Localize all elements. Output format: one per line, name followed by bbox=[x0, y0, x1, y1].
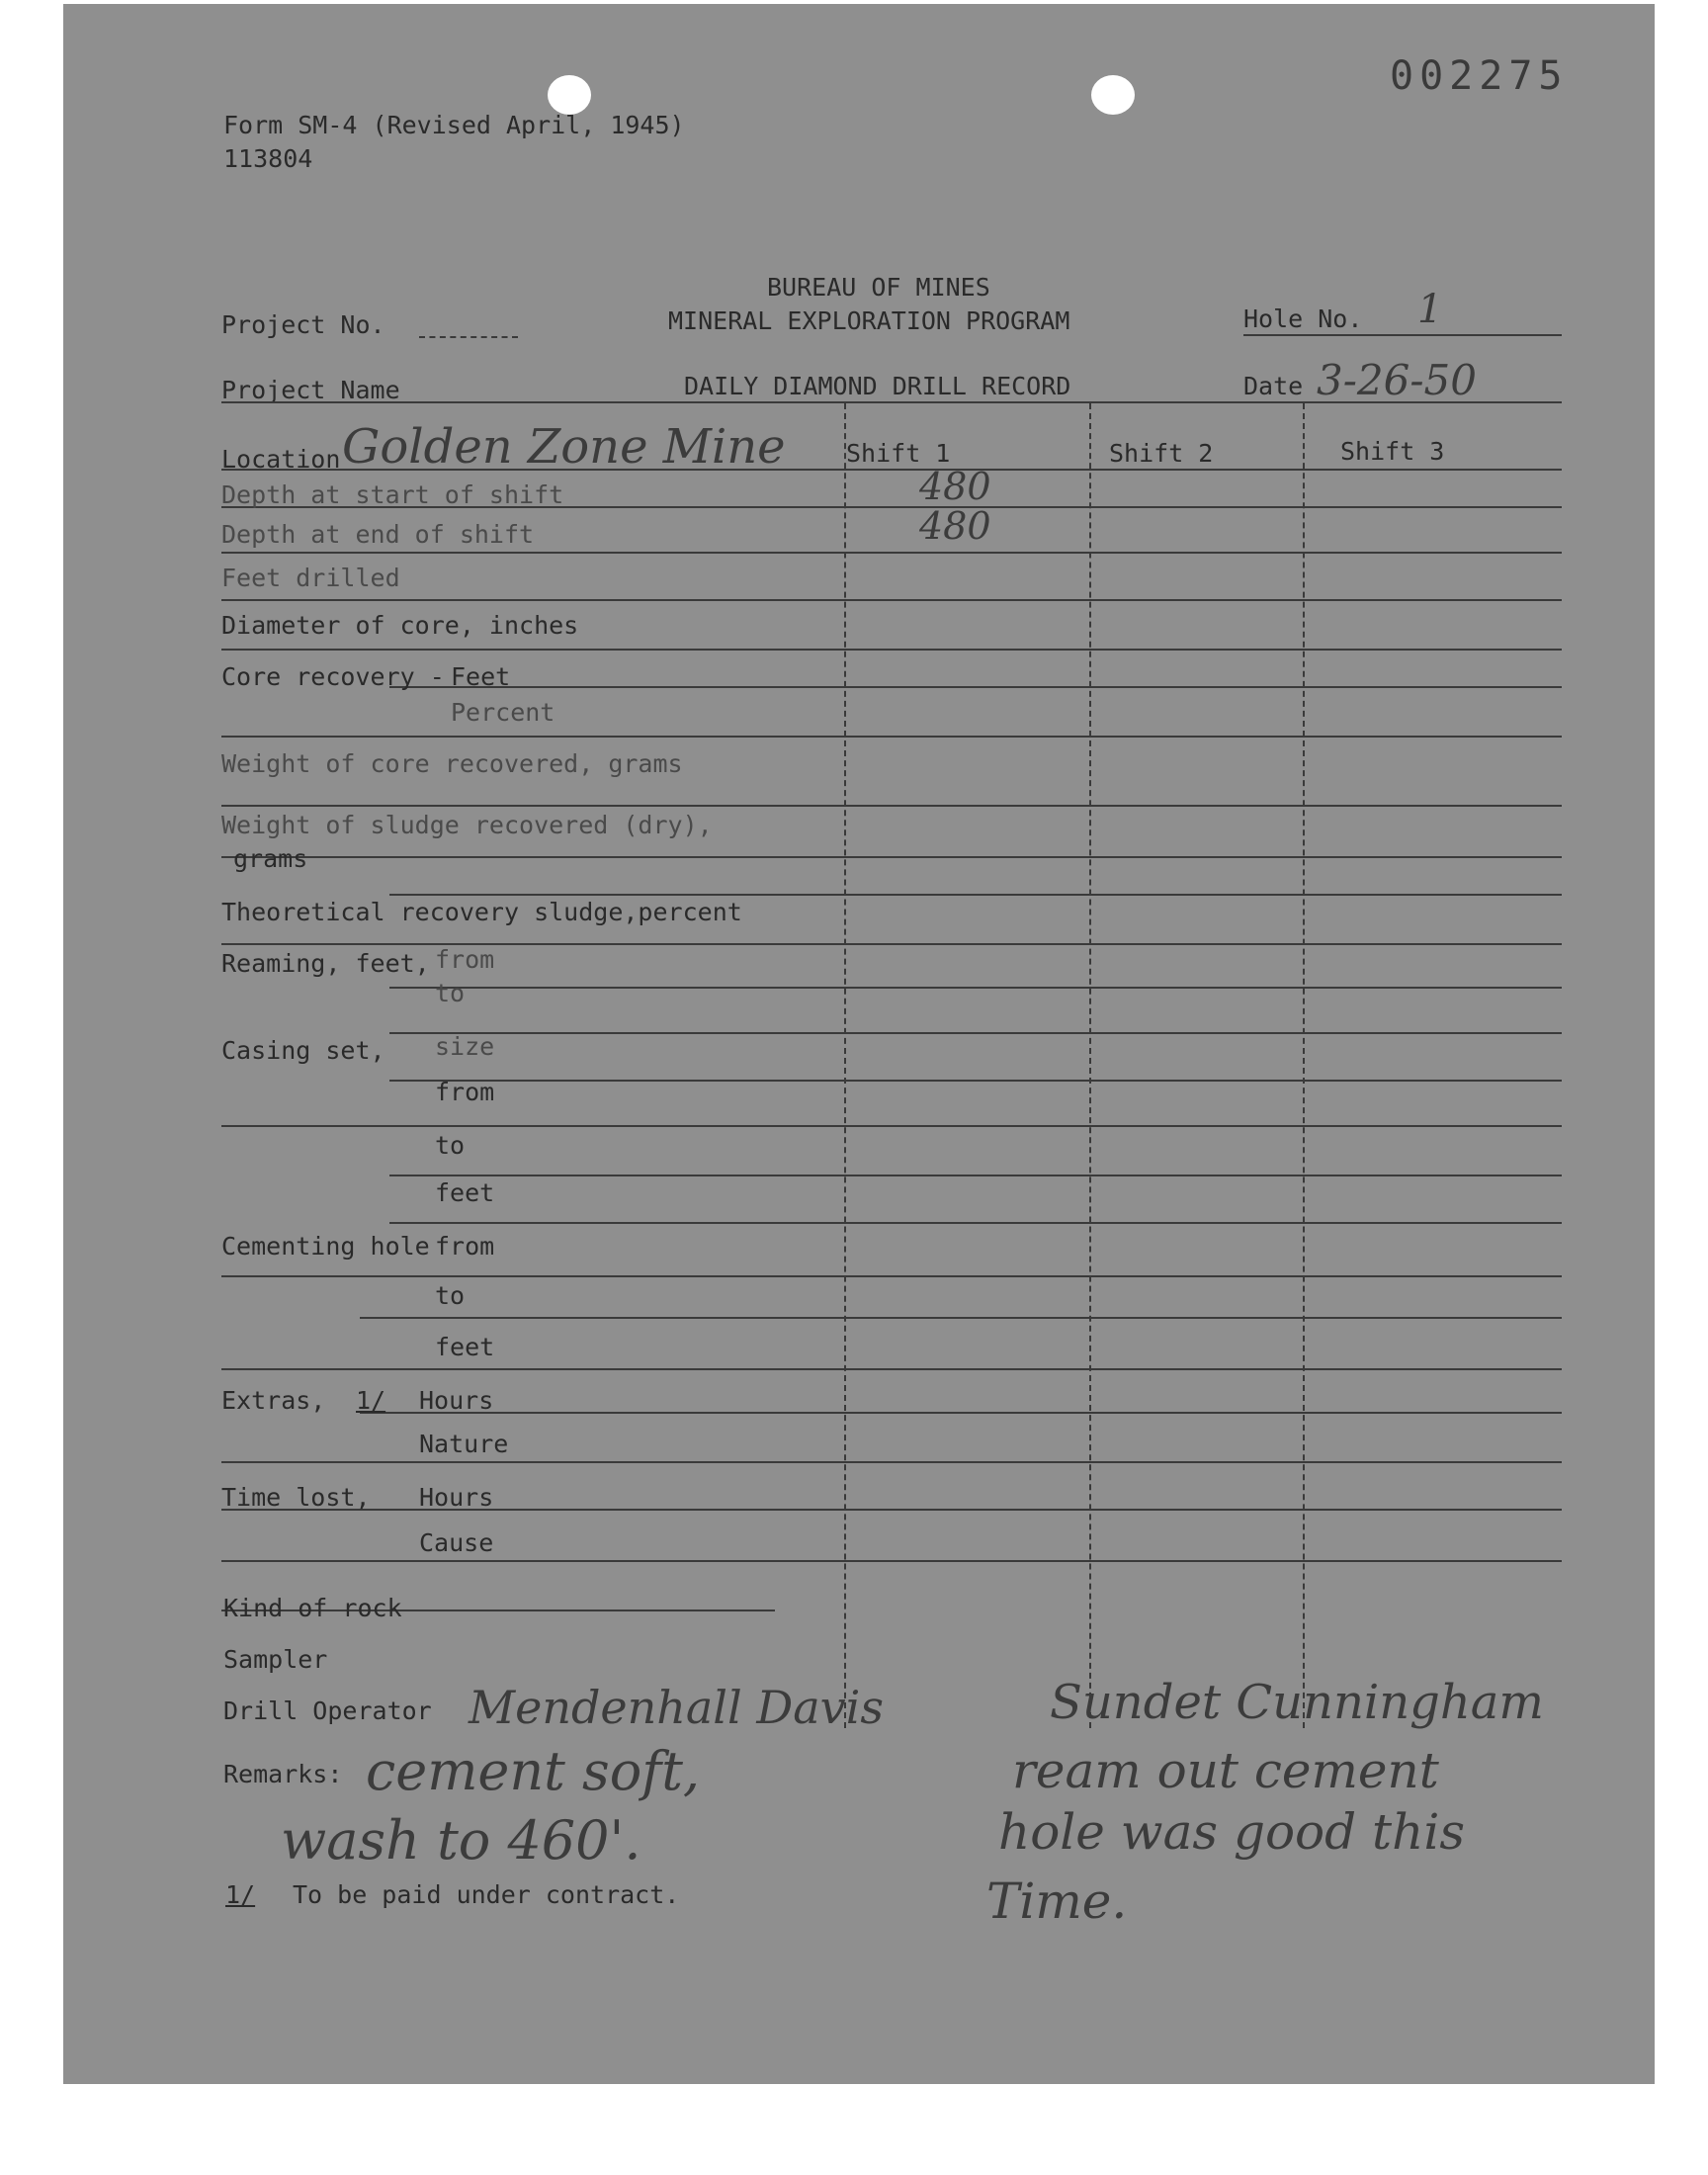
row-rule bbox=[389, 1174, 1562, 1176]
row-rule bbox=[389, 987, 1562, 989]
row-label-theoretical: Theoretical recovery sludge,percent bbox=[221, 898, 742, 926]
row-label-reaming-to: to bbox=[435, 979, 466, 1007]
depth-start-shift-1: 480 bbox=[919, 465, 991, 508]
location-label: Location bbox=[221, 445, 341, 474]
location-value: Golden Zone Mine bbox=[342, 419, 786, 475]
row-rule bbox=[221, 469, 1562, 471]
hole-no-value: 1 bbox=[1417, 287, 1443, 332]
project-no-underline bbox=[419, 336, 518, 338]
row-rule bbox=[360, 1317, 1562, 1319]
drill-operator-shift-1: Mendenhall Davis bbox=[469, 1681, 884, 1734]
row-rule bbox=[221, 552, 1562, 554]
punch-hole-right bbox=[1091, 75, 1135, 115]
row-label-drill-operator: Drill Operator bbox=[223, 1696, 432, 1725]
row-rule bbox=[389, 894, 1562, 896]
row-rule bbox=[221, 1368, 1562, 1370]
row-rule bbox=[221, 736, 1562, 738]
row-rule bbox=[221, 599, 1562, 601]
row-label-depth-end: Depth at end of shift bbox=[221, 520, 535, 549]
extras-footnote-mark: 1/ bbox=[356, 1386, 386, 1415]
row-label-core-percent: Percent bbox=[451, 698, 555, 727]
column-divider-2 bbox=[1089, 403, 1091, 1728]
depth-end-shift-1: 480 bbox=[919, 504, 991, 548]
row-rule bbox=[221, 805, 1562, 807]
row-rule bbox=[389, 686, 1562, 688]
punch-hole-left bbox=[548, 75, 591, 115]
remarks-shift-2-line-2: hole was good this bbox=[998, 1803, 1465, 1861]
row-rule bbox=[221, 1560, 1562, 1562]
row-label-time-cause: Cause bbox=[419, 1528, 494, 1557]
remarks-label: Remarks: bbox=[223, 1760, 343, 1788]
row-rule bbox=[389, 1080, 1562, 1082]
row-label-extras: Extras, bbox=[221, 1386, 326, 1415]
row-label-time-hours: Hours bbox=[419, 1483, 494, 1512]
row-rule bbox=[221, 943, 1562, 945]
row-label-cementing-to: to bbox=[435, 1281, 466, 1310]
row-rule bbox=[221, 1125, 1562, 1127]
row-rule bbox=[221, 1461, 1562, 1463]
footnote-mark: 1/ bbox=[225, 1880, 256, 1909]
row-label-time-lost: Time lost, bbox=[221, 1483, 371, 1512]
hole-no-underline bbox=[1243, 334, 1562, 336]
program-heading: MINERAL EXPLORATION PROGRAM bbox=[668, 306, 1070, 335]
project-no-label: Project No. bbox=[221, 310, 385, 339]
row-label-sampler: Sampler bbox=[223, 1645, 328, 1674]
row-rule bbox=[389, 1032, 1562, 1034]
shift-2-header: Shift 2 bbox=[1109, 439, 1214, 468]
header-rule bbox=[221, 401, 1562, 403]
row-label-extras-nature: Nature bbox=[419, 1430, 509, 1458]
shift-1-header: Shift 1 bbox=[846, 439, 951, 468]
row-label-casing-from: from bbox=[435, 1078, 495, 1106]
agency-heading: BUREAU OF MINES bbox=[767, 273, 990, 302]
date-value: 3-26-50 bbox=[1317, 356, 1477, 404]
record-title: DAILY DIAMOND DRILL RECORD bbox=[684, 372, 1071, 400]
row-rule bbox=[221, 1275, 1562, 1277]
row-label-extras-hours: Hours bbox=[419, 1386, 494, 1415]
date-label: Date bbox=[1243, 372, 1304, 400]
form-sheet bbox=[63, 4, 1655, 2084]
row-rule bbox=[221, 856, 1562, 858]
row-label-cementing: Cementing hole bbox=[221, 1232, 430, 1261]
column-divider-1 bbox=[844, 403, 846, 1728]
form-id: Form SM-4 (Revised April, 1945) bbox=[223, 111, 685, 139]
row-label-weight-sludge: Weight of sludge recovered (dry), bbox=[221, 811, 713, 839]
row-label-reaming: Reaming, feet, bbox=[221, 949, 430, 978]
row-rule bbox=[221, 649, 1562, 651]
remarks-shift-2-line-3: Time. bbox=[986, 1872, 1128, 1930]
row-label-weight-sludge-grams: grams bbox=[233, 844, 308, 873]
drill-operator-shift-2: Sundet Cunningham bbox=[1050, 1675, 1544, 1730]
row-label-reaming-from: from bbox=[435, 945, 495, 974]
row-label-depth-start: Depth at start of shift bbox=[221, 480, 564, 509]
form-code: 113804 bbox=[223, 144, 313, 173]
row-rule bbox=[389, 1222, 1562, 1224]
row-label-diameter: Diameter of core, inches bbox=[221, 611, 579, 640]
remarks-shift-1-line-1: cement soft, bbox=[366, 1740, 701, 1802]
row-rule bbox=[360, 1412, 1562, 1414]
row-label-core-feet: Feet bbox=[451, 662, 511, 691]
row-label-kind-of-rock: Kind of rock bbox=[223, 1594, 402, 1622]
row-label-weight-core: Weight of core recovered, grams bbox=[221, 749, 683, 778]
shift-3-header: Shift 3 bbox=[1340, 437, 1445, 466]
remarks-shift-2-line-1: ream out cement bbox=[1012, 1742, 1439, 1799]
project-name-label: Project Name bbox=[221, 376, 400, 404]
hole-no-label: Hole No. bbox=[1243, 304, 1363, 333]
remarks-shift-1-line-2: wash to 460'. bbox=[281, 1809, 641, 1871]
row-label-casing-size: size bbox=[435, 1032, 495, 1061]
row-label-cementing-from: from bbox=[435, 1232, 495, 1261]
row-label-casing-to: to bbox=[435, 1131, 466, 1160]
row-label-core-recovery: Core recovery - bbox=[221, 662, 445, 691]
row-label-feet-drilled: Feet drilled bbox=[221, 564, 400, 592]
document-number: 002275 bbox=[1390, 53, 1569, 99]
row-label-cementing-feet: feet bbox=[435, 1333, 495, 1361]
footnote-text: To be paid under contract. bbox=[293, 1880, 680, 1909]
row-label-casing-feet: feet bbox=[435, 1178, 495, 1207]
column-divider-3 bbox=[1303, 403, 1305, 1728]
row-label-casing: Casing set, bbox=[221, 1036, 385, 1065]
